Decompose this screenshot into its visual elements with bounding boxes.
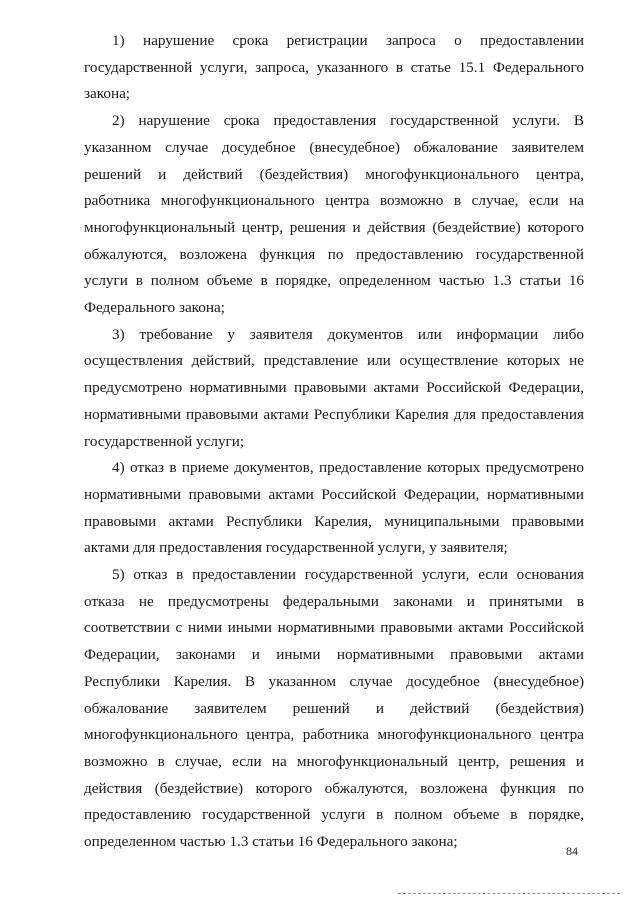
page-number: 84 (566, 844, 578, 858)
paragraph-item-4: 4) отказ в приеме документов, предоставление которых предусмотрено нормативными правовыми актами Российской Федерации, нормативными правовыми актами Республики Карелия, муниципальными правовыми актами для предоставления государственной услуги, у заявителя; (84, 459, 584, 557)
paragraph-item-3: 3) требование у заявителя документов или информации либо осуществления действий, представление или осуществление которых не предусмотрено нормативными правовыми актами Российской Федерации, нормативными правовыми актами Республики Карелия для предоставления государственной услуги; (84, 325, 584, 450)
paragraph-item-1: 1) нарушение срока регистрации запроса о предоставлении государственной услуги, запроса, указанного в статье 15.1 Федерального закона; (84, 32, 584, 103)
body-text (84, 28, 584, 856)
paragraph-item-2: 2) нарушение срока предоставления государственной услуги. В указанном случае досудебное (внесудебное) обжалование заявителем решений и действий (бездействия) многофункционального центра, работника многофункционального центра возможно в случае, если на многофункциональный центр, решения и действия (бездействие) которого обжалуются, возложена функция по предоставлению государственной услуги в полном объеме в порядке, определенном частью 1.3 статьи 16 Федерального закона; (84, 112, 584, 317)
paragraph-item-5: 5) отказ в предоставлении государственной услуги, если основания отказа не предусмотрены федеральными законами и принятыми в соответствии с ними иными нормативными правовыми актами Российской Федерации, законами и иными нормативными правовыми актами Республики Карелия. В указанном случае досудебное (внесудебное) обжалование заявителем решений и действий (бездействия) многофункционального центра, работника многофункционального центра возможно в случае, если на многофункциональный центр, решения и действия (бездействие) которого обжалуются, возложена функция по предоставлению государственной услуги в полном объеме в порядке, определенном частью 1.3 статьи 16 Федерального закона; (84, 566, 584, 851)
bottom-divider (398, 893, 620, 894)
